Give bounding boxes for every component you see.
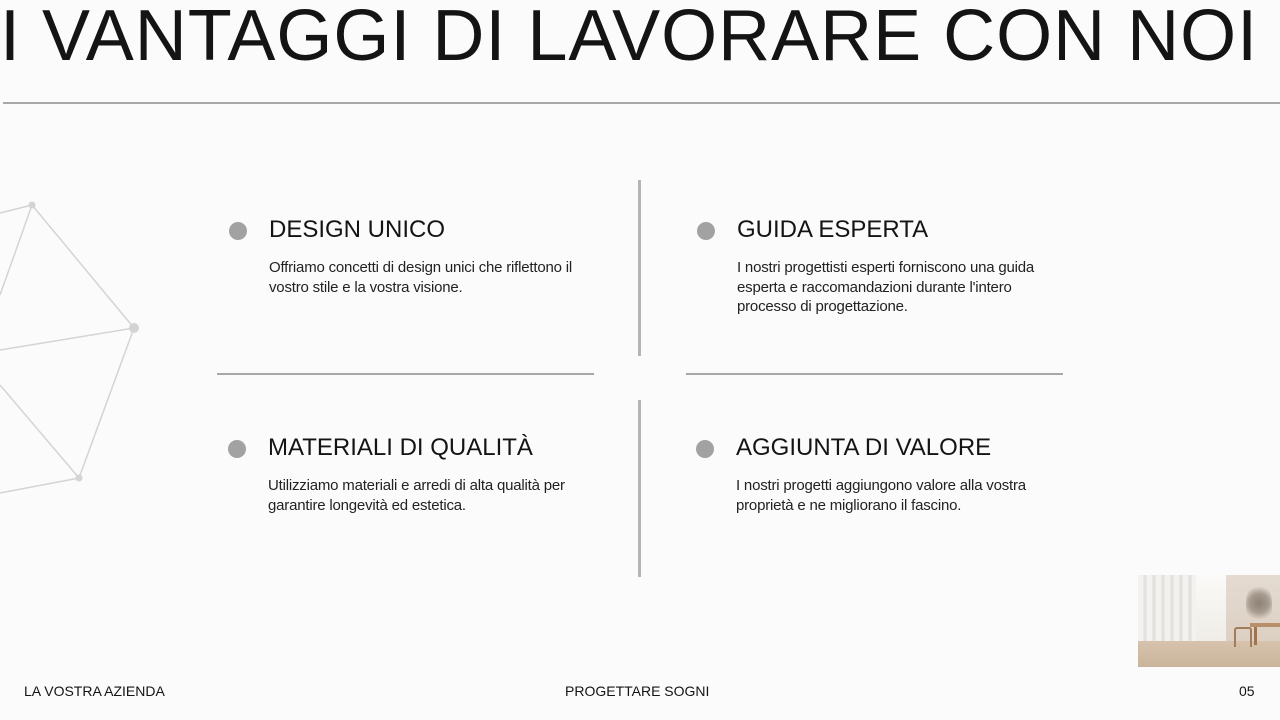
footer-company: LA VOSTRA AZIENDA [24, 683, 165, 699]
horizontal-divider-right [686, 373, 1063, 375]
feature-description: Utilizziamo materiali e arredi di alta qualità per garantire longevità ed estetica. [268, 477, 565, 514]
feature-title: GUIDA ESPERTA [737, 216, 929, 243]
photo-window [1196, 575, 1226, 645]
title-divider [3, 102, 1280, 104]
circle-bullet-icon [697, 222, 715, 240]
vertical-divider-top [638, 180, 641, 356]
feature-description: I nostri progettisti esperti forniscono una guida esperta e raccomandazioni durante l'intero processo di progettazione. [737, 259, 1035, 315]
vertical-divider-bottom [638, 400, 641, 577]
footer-tagline: PROGETTARE SOGNI [565, 683, 710, 699]
feature-description: Offriamo concetti di design unici che riflettono il vostro stile e la vostra visione. [269, 259, 573, 296]
interior-photo [1138, 575, 1280, 667]
circle-bullet-icon [696, 440, 714, 458]
feature-title: DESIGN UNICO [269, 216, 446, 243]
horizontal-divider-left [217, 373, 594, 375]
network-graph-icon [0, 195, 150, 500]
feature-description: I nostri progetti aggiungono valore alla vostra proprietà e ne migliorano il fascino. [736, 477, 1026, 514]
circle-bullet-icon [229, 222, 247, 240]
slide-title: I VANTAGGI DI LAVORARE CON NOI [0, 0, 1259, 76]
photo-floor [1138, 641, 1280, 667]
feature-title: AGGIUNTA DI VALORE [736, 434, 992, 461]
circle-bullet-icon [228, 440, 246, 458]
photo-chair [1234, 627, 1252, 647]
feature-title: MATERIALI DI QUALITÀ [268, 434, 533, 461]
photo-plant [1246, 583, 1272, 623]
photo-table-leg [1254, 627, 1257, 645]
page-number: 05 [1239, 683, 1255, 699]
